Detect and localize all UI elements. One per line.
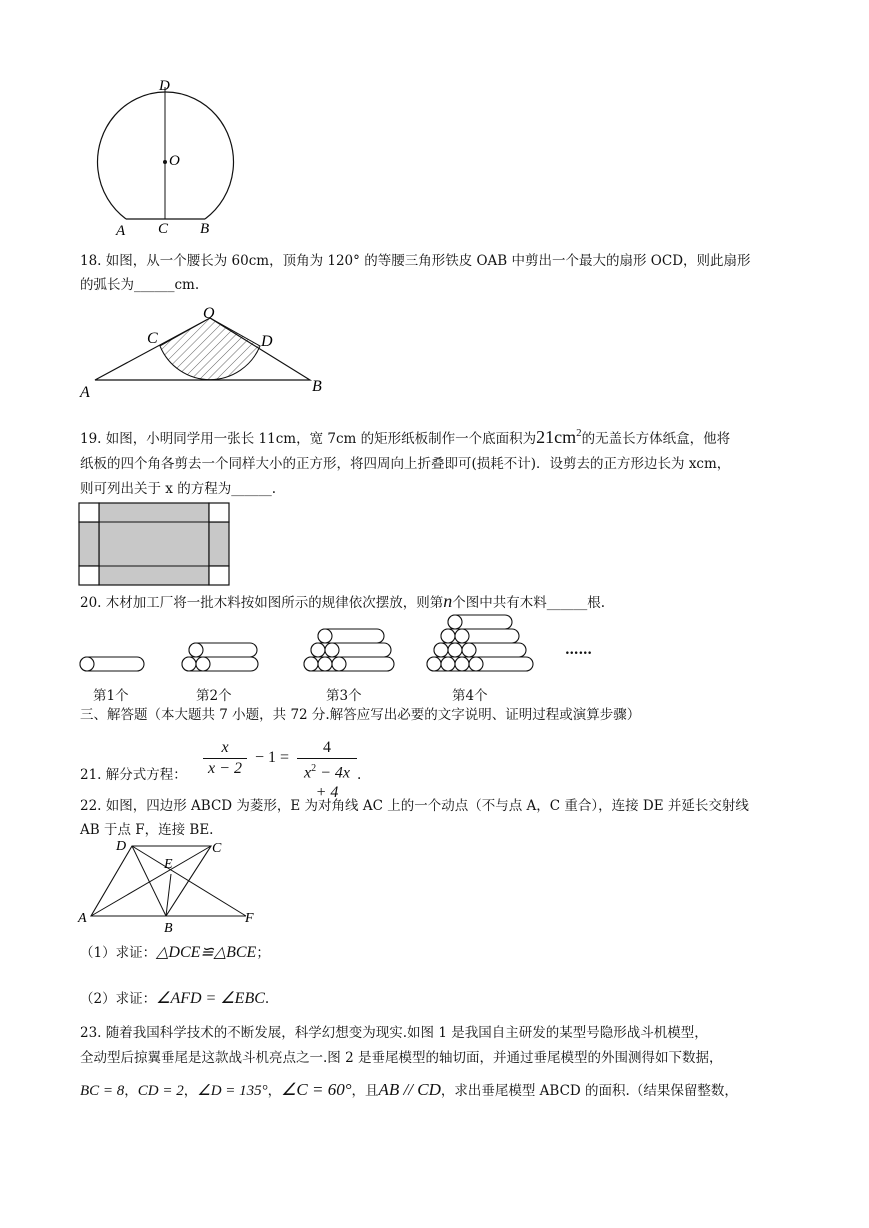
q19-line1 xyxy=(80,424,730,448)
q22-part1: （1）求证：△DCE≌△BCE； xyxy=(80,944,270,961)
label-d: D xyxy=(159,78,170,94)
q20-line xyxy=(80,592,605,612)
label-c: C xyxy=(212,841,222,856)
q20-text-a: 20. 木材加工厂将一批木料按如图所示的规律依次摆放，则第 xyxy=(80,595,444,611)
label-o: O xyxy=(203,305,215,322)
caption-2: 第2个 xyxy=(196,688,232,704)
minus-one: − 1 = xyxy=(255,749,290,766)
ellipsis: …… xyxy=(565,642,592,658)
label-a: A xyxy=(78,911,87,926)
label-c: C xyxy=(147,330,158,347)
logs-group-1 xyxy=(80,657,144,671)
q22-line2: AB 于点 F，连接 BE. xyxy=(80,822,214,838)
circle-figure xyxy=(85,75,245,240)
q19-line2: 纸板的四个角各剪去一个同样大小的正方形，将四周向上折叠即可(损耗不计)．设剪去的正方形边长为 xcm， xyxy=(80,456,731,472)
logs-group-3 xyxy=(304,629,394,671)
area-value: $21cm^2$ xyxy=(536,427,582,447)
q21-end: . xyxy=(357,767,362,783)
q19-line3: 则可列出关于 x 的方程为______. xyxy=(80,481,276,497)
label-f: F xyxy=(245,911,254,926)
q23-line2: 全动型后掠翼垂尾是这款战斗机亮点之一.图 2 是垂尾模型的轴切面，并通过垂尾模型的外围测得如下数据， xyxy=(80,1050,723,1066)
label-a: A xyxy=(116,223,126,239)
label-c: C xyxy=(158,221,169,237)
congruence-statement: △DCE≌△BCE xyxy=(156,944,257,961)
gray-right-flap xyxy=(209,522,229,566)
diagonal-ac xyxy=(91,846,211,916)
corner-square-tr xyxy=(209,503,229,522)
q18-line2: 的弧长为______cm. xyxy=(80,277,200,293)
label-a: A xyxy=(80,384,90,401)
caption-1: 第1个 xyxy=(93,688,129,704)
q23-line3: BC = 8，CD = 2，∠D = 135°，∠C = 60°，且AB // CD，求出垂尾模型 ABCD 的面积.（结果保留整数， xyxy=(80,1080,738,1099)
label-b: B xyxy=(164,921,173,936)
center-point xyxy=(163,160,167,164)
label-e: E xyxy=(164,857,173,872)
corner-square-br xyxy=(209,566,229,585)
label-d: D xyxy=(261,333,273,350)
q23-line1: 23. 随着我国科学技术的不断发展，科学幻想变为现实.如图 1 是我国自主研发的某型号隐形战斗机模型， xyxy=(80,1025,708,1041)
label-b: B xyxy=(200,221,210,237)
q21-prefix: 21. 解分式方程： xyxy=(80,767,187,783)
q19-text-a: 19. 如图，小明同学用一张长 11cm，宽 7cm 的矩形纸板制作一个底面积为 xyxy=(80,431,537,447)
angle-c: ∠C = 60° xyxy=(281,1080,352,1099)
var-n: n xyxy=(443,591,453,611)
angle-statement: ∠AFD = ∠EBC xyxy=(156,990,265,1007)
box-net-figure xyxy=(78,502,230,586)
q22-line1: 22. 如图，四边形 ABCD 为菱形，E 为对角线 AC 上的一个动点（不与点 A，C 重合），连接 DE 并延长交射线 xyxy=(80,798,749,814)
lhs-fraction: $\frac{x}{x - 2}$ xyxy=(203,738,247,779)
logs-group-2 xyxy=(182,643,258,671)
label-d: D xyxy=(116,839,127,854)
q22-part2: （2）求证：∠AFD = ∠EBC. xyxy=(80,990,270,1007)
parallel-statement: AB // CD xyxy=(378,1080,441,1099)
section-heading: 三、解答题（本大题共 7 小题，共 72 分.解答应写出必要的文字说明、证明过程或演算步骤） xyxy=(80,707,641,723)
q20-text-b: 个图中共有木料______根. xyxy=(452,595,606,611)
gray-base xyxy=(99,503,209,585)
label-b: B xyxy=(312,378,322,395)
sector-figure xyxy=(75,300,335,400)
corner-square-tl xyxy=(79,503,99,522)
angle-d: ∠D = 135° xyxy=(197,1083,268,1099)
q18-line1: 18. 如图，从一个腰长为 60cm，顶角为 120° 的等腰三角形铁皮 OAB 中剪出一个最大的扇形 OCD，则此扇形 xyxy=(80,253,751,269)
q19-text-b: 的无盖长方体纸盒，他将 xyxy=(581,431,731,447)
caption-4: 第4个 xyxy=(452,688,488,704)
logs-group-4 xyxy=(427,615,533,671)
rhombus-figure xyxy=(78,838,278,938)
bc-value: BC = 8 xyxy=(80,1083,125,1099)
gray-left-flap xyxy=(79,522,99,566)
rhs-fraction: $\frac{4}{x^2 - 4x + 4}$ xyxy=(297,738,357,803)
label-o: O xyxy=(169,153,180,169)
caption-3: 第3个 xyxy=(326,688,362,704)
corner-square-bl xyxy=(79,566,99,585)
cd-value: CD = 2 xyxy=(137,1083,184,1099)
shaded-sector xyxy=(160,318,260,380)
